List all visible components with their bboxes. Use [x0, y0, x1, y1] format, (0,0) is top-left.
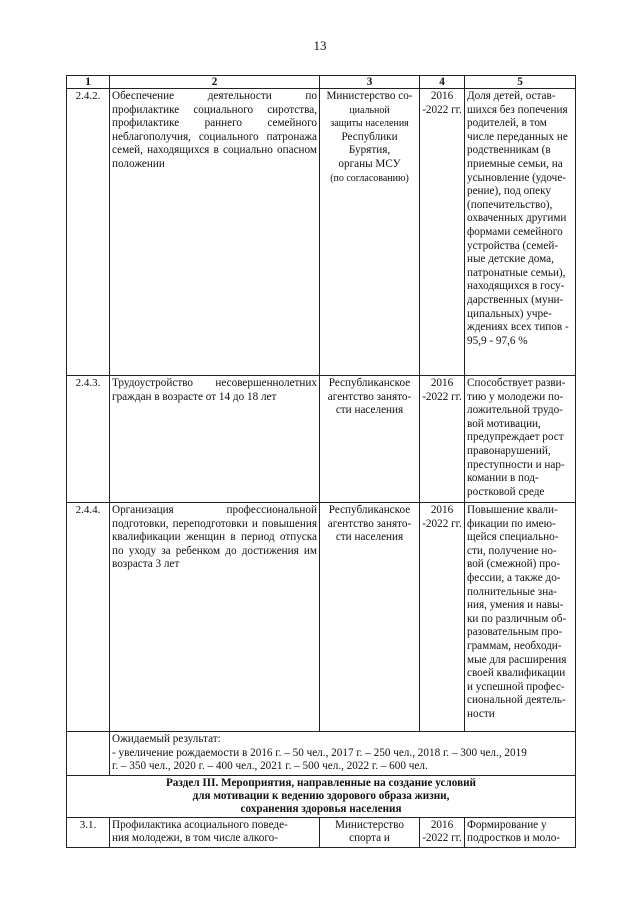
result-line: ности [467, 707, 495, 720]
executor-line: сти населения [335, 531, 404, 544]
result-line: сиональной деятель- [467, 694, 566, 707]
result-line: щейся специально- [467, 531, 559, 544]
row-number: 2.4.3. [67, 376, 110, 503]
result-line: полнительные зна- [467, 585, 557, 598]
result-line: родителей, в том [467, 117, 547, 130]
result-line: (попечительство), [467, 198, 553, 211]
result-line: рение), под опеку [467, 185, 551, 198]
result-line: устройства (семей- [467, 239, 559, 252]
header-col-4: 4 [420, 76, 465, 89]
result-line: тию у молодежи по- [467, 390, 564, 403]
page-number: 13 [313, 38, 327, 53]
expected-result-line: - увеличение рождаемости в 2016 г. – 50 чел., 2017 г. – 250 чел., 2018 г. – 300 чел., 2019 [112, 746, 527, 759]
result-line: находящихся в госу- [467, 280, 565, 293]
section-heading-line: сохранения здоровья населения [240, 802, 402, 815]
result-line: ки по различным об- [467, 612, 567, 625]
result-line: Формирование у [467, 818, 547, 831]
executor-line: органы МСУ [338, 157, 401, 170]
result-line: и успешной профес- [467, 680, 565, 693]
executor-line: Министерство [335, 818, 404, 831]
result-cell [465, 503, 576, 732]
result-line: ные детские дома, [467, 253, 554, 266]
executor-line: агентство занято- [327, 390, 412, 403]
executor-line: Бурятия, [348, 144, 391, 157]
executor-line: сти населения [335, 404, 404, 417]
executor-cell [320, 89, 420, 376]
table-row [67, 89, 576, 376]
section-heading [67, 775, 576, 817]
result-line: ждениях всех типов - [467, 321, 569, 334]
section-heading-line: для мотивации к ведению здорового образа жизни, [192, 789, 450, 802]
result-line: фессии, а также до- [467, 571, 561, 584]
term-start: 2016 [430, 377, 454, 389]
result-cell [465, 89, 576, 376]
result-line: вой мотивации, [467, 417, 541, 430]
expected-result-row [67, 732, 576, 776]
term-start: 2016 [430, 818, 454, 831]
executor-cell [320, 817, 420, 847]
result-line: дарственных (муни- [467, 293, 564, 306]
result-line: Повышение квали- [467, 504, 558, 516]
measure-title: Трудоустройство несовершеннолетних граждан в возрасте от 14 до 18 лет [110, 376, 320, 503]
result-line: охваченных другими [467, 212, 567, 225]
result-line: фикации по имею- [467, 517, 556, 530]
measure-title-line: ния молодежи, в том числе алкого- [112, 832, 279, 845]
table-header-row [67, 76, 576, 89]
term-end: -2022 гг. [422, 517, 462, 530]
section-heading-line: Раздел III. Мероприятия, направленные на создание условий [165, 776, 477, 789]
header-col-3: 3 [320, 76, 420, 89]
result-line: преступности и нар- [467, 458, 565, 471]
result-line: родственникам (в [467, 144, 551, 157]
executor-line: (по согласованию) [330, 172, 409, 184]
result-line: 95,9 - 97,6 % [467, 334, 528, 347]
term-start: 2016 [430, 90, 454, 102]
term-start: 2016 [430, 504, 454, 516]
result-line: мые для расширения [467, 653, 567, 666]
result-line: Доля детей, остав- [467, 90, 556, 102]
term-cell [420, 503, 465, 732]
result-line: формами семейного [467, 225, 563, 238]
result-line: ростковой среде [467, 485, 545, 498]
header-col-5: 5 [465, 76, 576, 89]
result-line: Способствует разви- [467, 377, 566, 389]
section-heading-row [67, 775, 576, 817]
result-line: приемные семьи, на [467, 157, 563, 170]
executor-line: защиты населения [330, 118, 409, 130]
executor-line: спорта и [349, 832, 390, 845]
result-line: ния, умения и навы- [467, 599, 564, 612]
result-line: усыновление (удоче- [467, 171, 567, 184]
result-line: комании в под- [467, 472, 539, 485]
expected-result-line: г. – 350 чел., 2020 г. – 400 чел., 2021 г. – 500 чел., 2022 г. – 600 чел. [112, 760, 428, 773]
result-line: ципальных) учре- [467, 307, 552, 320]
executor-cell [320, 503, 420, 732]
row-number: 2.4.2. [67, 89, 110, 376]
executor-line: Республиканское [328, 504, 411, 516]
term-cell [420, 376, 465, 503]
table-row [67, 503, 576, 732]
table-row [67, 817, 576, 847]
header-col-1: 1 [67, 76, 110, 89]
result-line: разовательным про- [467, 626, 563, 639]
row-number: 3.1. [67, 817, 110, 847]
measure-title-line: Профилактика асоциального поведе- [112, 818, 288, 831]
term-cell [420, 89, 465, 376]
executor-line: агентство занято- [327, 517, 412, 530]
executor-cell [320, 376, 420, 503]
result-line: своей квалификации [467, 667, 566, 680]
measure-title [110, 817, 320, 847]
action-plan-table [66, 75, 576, 848]
result-cell [465, 817, 576, 847]
header-col-2: 2 [110, 76, 320, 89]
term-end: -2022 гг. [422, 832, 462, 845]
result-line: шихся без попечения [467, 103, 568, 116]
expected-result-cell [110, 732, 576, 776]
result-line: сти, получение но- [467, 544, 557, 557]
executor-line: Республиканское [328, 377, 411, 389]
result-line: подростков и моло- [467, 832, 561, 845]
measure-title: Обеспечение деятельности по профилактике социального сиротства, профилактике раннего семейного неблагополучия, социального патронажа семей, находящихся в социально опасном положении [110, 89, 320, 376]
executor-line: циальной [349, 104, 390, 116]
result-line: правонарушений, [467, 444, 551, 457]
result-line: числе переданных не [467, 130, 568, 143]
result-line: вой (смежной) про- [467, 558, 561, 571]
result-line: патронатные семьи), [467, 266, 566, 279]
term-end: -2022 гг. [422, 103, 462, 116]
result-line: граммам, необходи- [467, 639, 562, 652]
expected-result-label: Ожидаемый результат: [112, 733, 221, 745]
table-row [67, 376, 576, 503]
result-cell [465, 376, 576, 503]
executor-line: Министерство со- [326, 90, 413, 102]
empty-cell [67, 732, 110, 776]
result-line: ложительной трудо- [467, 404, 563, 417]
term-end: -2022 гг. [422, 390, 462, 403]
term-cell [420, 817, 465, 847]
row-number: 2.4.4. [67, 503, 110, 732]
result-line: предупреждает рост [467, 431, 564, 444]
executor-line: Республики [341, 130, 398, 143]
measure-title: Организация профессиональной подготовки, переподготовки и повышения квалификации женщин в период отпуска по уходу за ребенком до достижения им возраста 3 лет [110, 503, 320, 732]
